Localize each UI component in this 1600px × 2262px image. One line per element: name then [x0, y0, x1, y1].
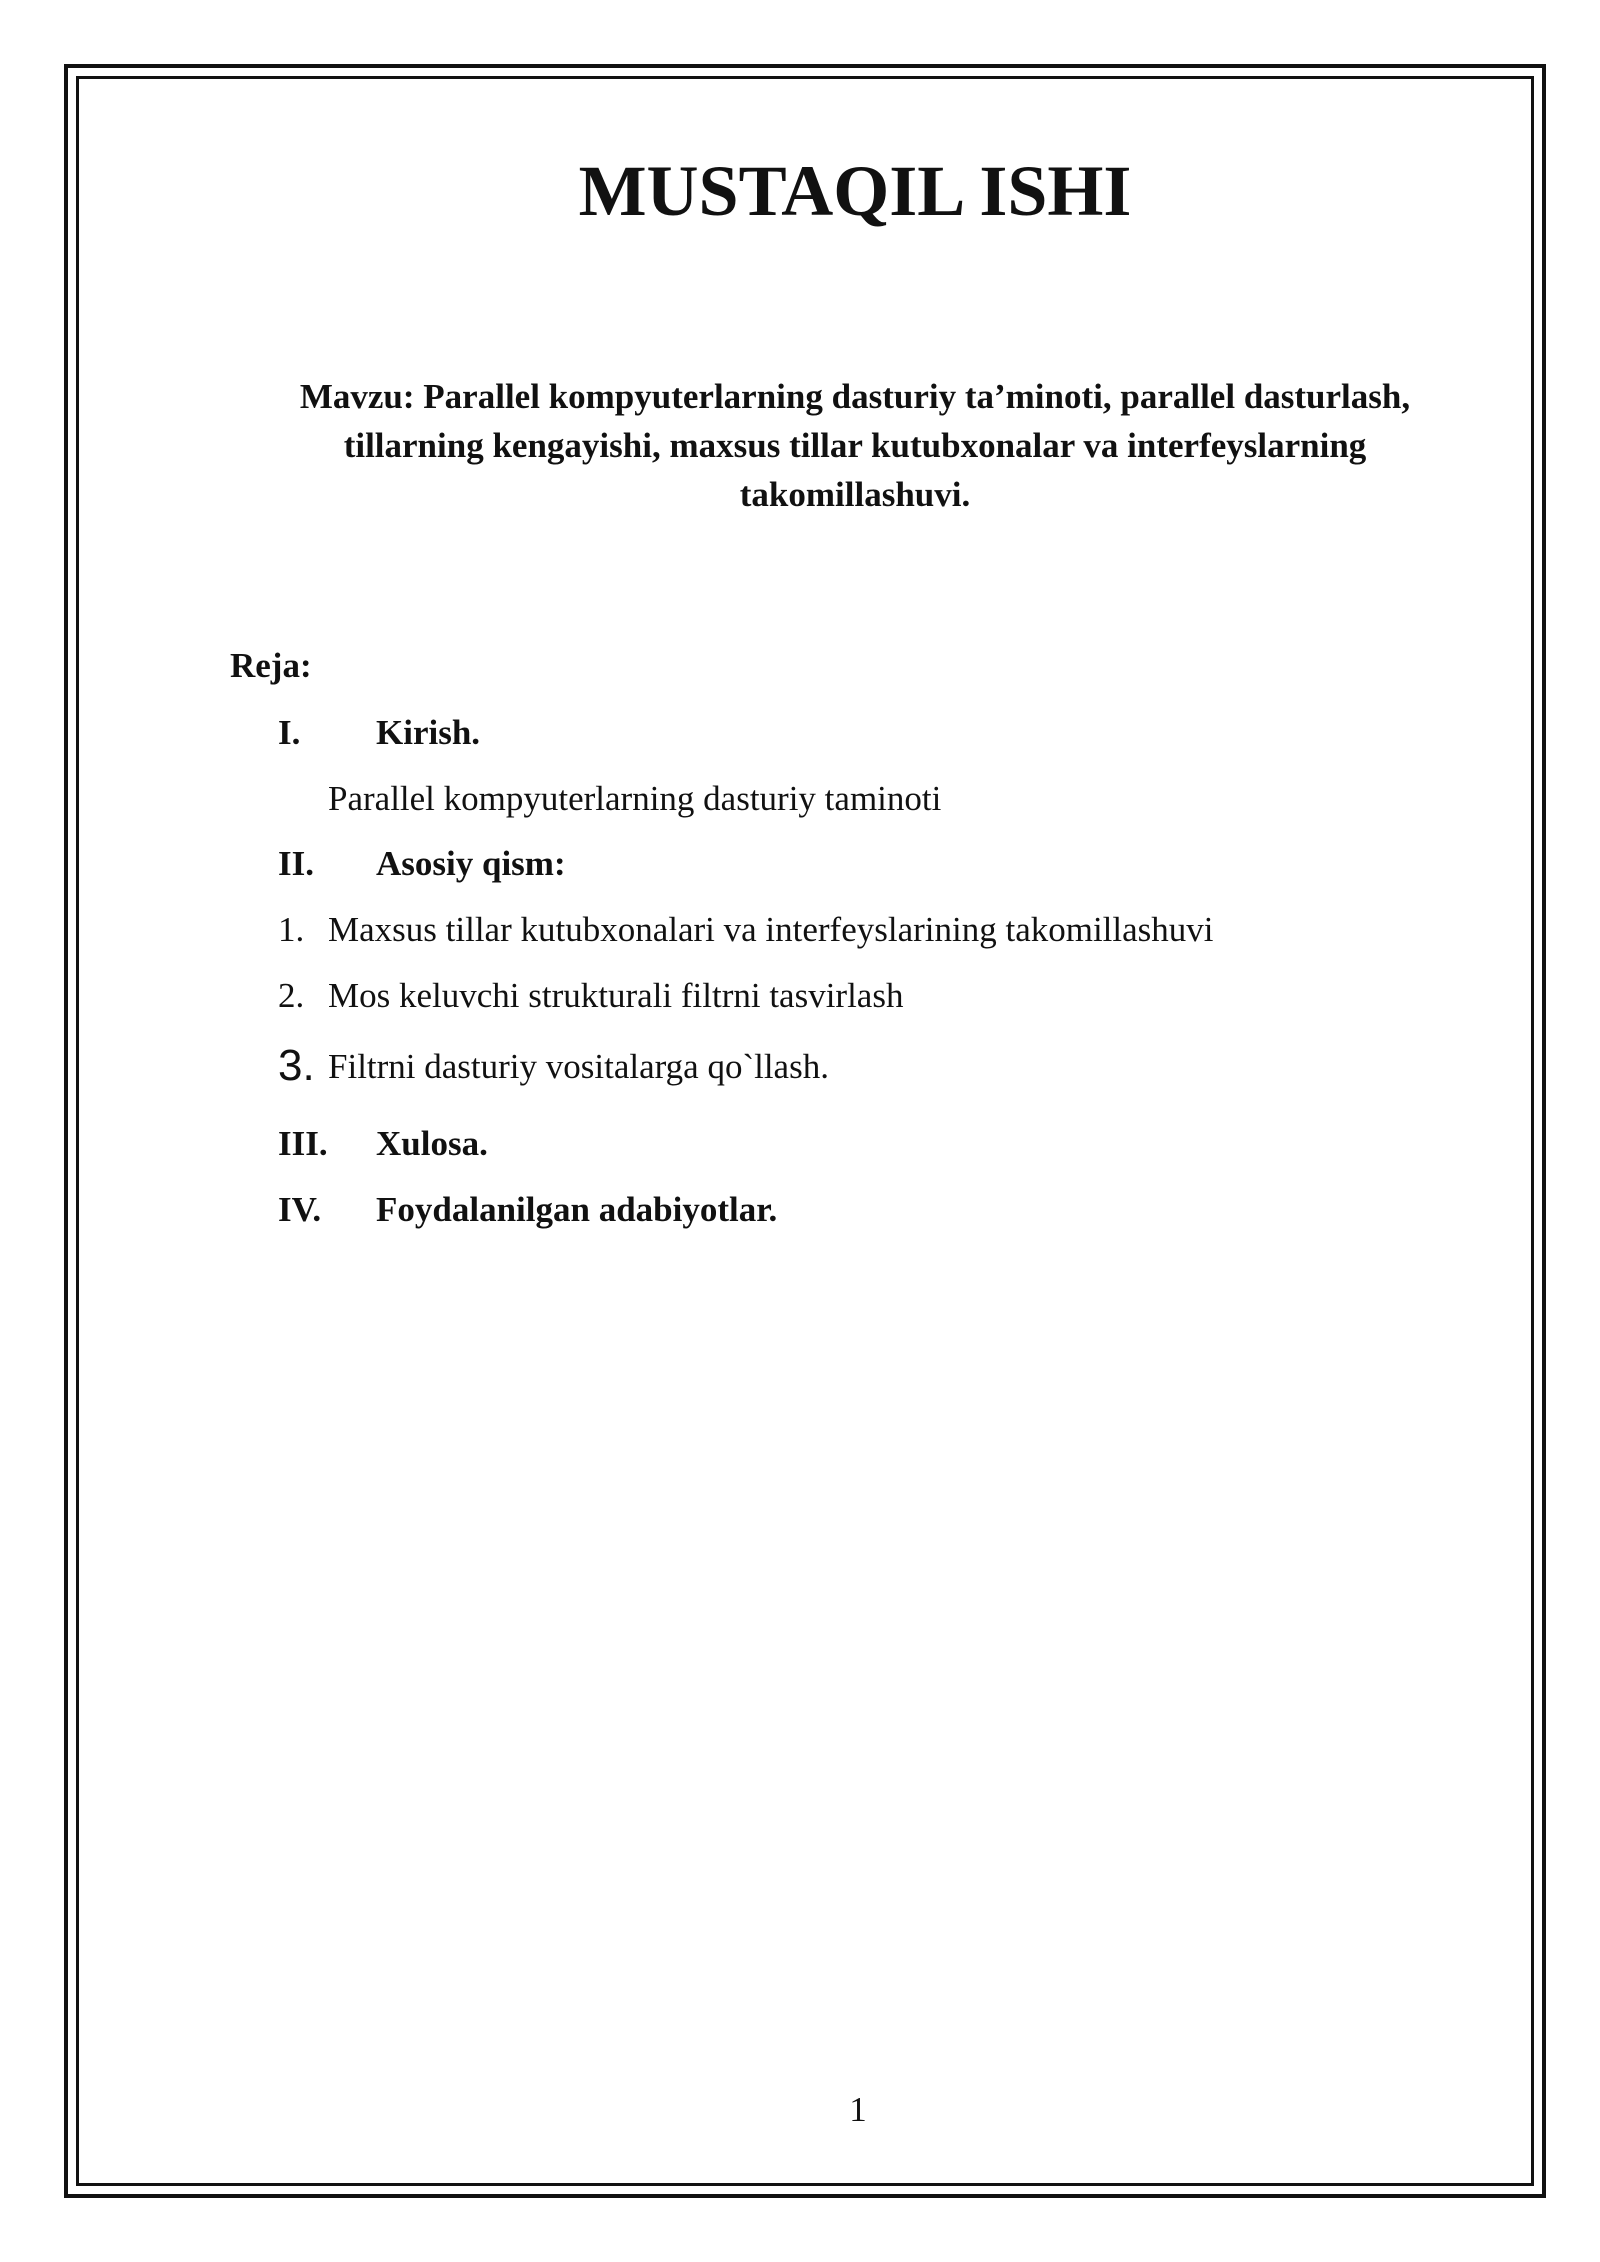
document-title: MUSTAQIL ISHI	[578, 151, 1132, 231]
plan-item-label: Parallel kompyuterlarning dasturiy taminoti	[328, 779, 942, 818]
plan-item-marker: 2.	[278, 976, 305, 1015]
plan-item-marker: IV.	[278, 1190, 322, 1229]
plan-item-label: Foydalanilgan adabiyotlar.	[376, 1190, 778, 1229]
plan-item-label: Maxsus tillar kutubxonalari va interfeyslarining takomillashuvi	[328, 910, 1214, 949]
page-number: 1	[849, 2090, 867, 2129]
plan-item-label: Filtrni dasturiy vositalarga qo`llash.	[328, 1047, 829, 1086]
plan-item-label: Kirish.	[376, 713, 481, 752]
plan-item-marker: III.	[278, 1124, 328, 1163]
plan-item-marker: 1.	[278, 910, 305, 949]
plan-item-marker: II.	[278, 844, 314, 883]
plan-heading: Reja:	[230, 646, 312, 685]
plan-item-marker: 3.	[278, 1041, 315, 1090]
plan-item-marker: I.	[278, 713, 301, 752]
plan-item-label: Mos keluvchi strukturali filtrni tasvirlash	[328, 976, 904, 1015]
topic-text: Mavzu: Parallel kompyuterlarning dasturiy ta’minoti, parallel dasturlash, tillarning kengayishi, maxsus tillar kutubxonalar va interfeyslarning takomillashuvi.	[299, 377, 1411, 514]
plan-item-label: Xulosa.	[376, 1124, 488, 1163]
plan-item-label: Asosiy qism:	[376, 844, 566, 883]
